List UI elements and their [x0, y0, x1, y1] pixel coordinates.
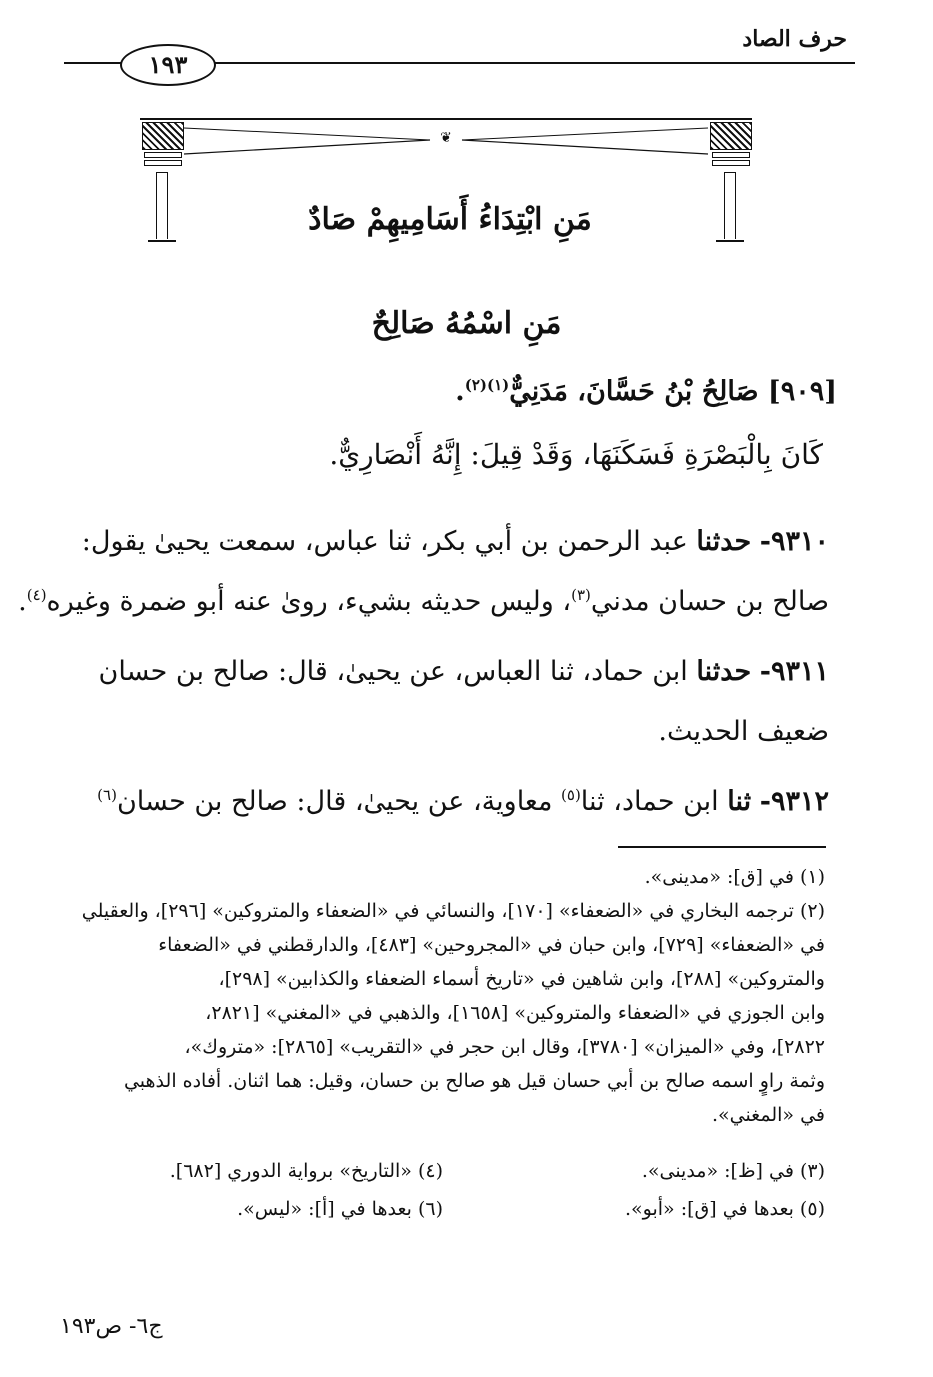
narration-text: عبد الرحمن بن أبي بكر، ثنا عباس، سمعت يحيىٰ يقول:: [81, 526, 688, 557]
narration-end: .: [18, 586, 27, 617]
footnote-2-line: (٢) ترجمه البخاري في «الضعفاء» [١٧٠]، والنسائي في «الضعفاء والمتروكين» [٢٩٦]، والعقيلي: [81, 900, 825, 922]
footnote-6: (٦) بعدها في [أ]: «ليس».: [237, 1198, 443, 1220]
footnote-4: (٤) «التاريخ» برواية الدوري [٦٨٢].: [169, 1160, 443, 1182]
narration-9310-line1: [82, 526, 829, 557]
right-pillar-icon: [710, 122, 750, 242]
entry-heading-refs[interactable]: (١)(٢): [464, 376, 510, 394]
narration-keyword: حدثنا: [696, 656, 752, 687]
narration-text: ابن حماد، ثنا العباس، عن يحيىٰ، قال: صالح بن حسان: [98, 656, 688, 687]
footnote-3: (٣) في [ظ]: «مدينى».: [641, 1160, 825, 1182]
volume-page-footer: ج٦- ص١٩٣: [60, 1314, 163, 1339]
entry-heading-text: [٩٠٩] صَالِحُ بْنُ حَسَّانَ، مَدَنِيٌّ: [509, 376, 837, 407]
footnote-ref-3[interactable]: (٣): [571, 586, 591, 604]
narration-text: ابن حماد، ثنا: [580, 786, 719, 817]
running-head: حرف الصاد: [742, 26, 847, 52]
narration-9311-line1: [99, 656, 829, 687]
narration-number: ٩٣١٢-: [759, 786, 829, 817]
footnote-rule: [618, 846, 826, 848]
footnote-2-line: وثمة راوٍ اسمه صالح بن أبي حسان قيل هو صالح بن حسان، وقيل: هما اثنان. أفاده الذهبي: [123, 1070, 825, 1092]
narration-text: ، وليس حديثه بشيء، روىٰ عنه أبو ضمرة وغيره: [46, 586, 572, 617]
footnote-2-line: والمتروكين» [٢٨٨]، وابن شاهين في «تاريخ أسماء الضعفاء والكذابين» [٢٩٨]،: [218, 968, 825, 990]
footnote-ref-5[interactable]: (٥): [561, 786, 581, 804]
narration-text: صالح بن حسان مدني: [590, 586, 829, 617]
footnote-2-line: في «الضعفاء» [٧٢٩]، وابن حبان في «المجروحين» [٤٨٣]، والدارقطني في «الضعفاء: [158, 934, 825, 956]
narration-keyword: ثنا: [727, 786, 752, 817]
footnote-2-line: ٢٨٢٢]، وفي «الميزان» [٣٧٨٠]، وقال ابن حجر في «التقريب» [٢٨٦٥]: «متروك»،: [184, 1036, 825, 1058]
footnote-1: (١) في [ق]: «مدينى».: [644, 866, 825, 888]
narration-text: معاوية، عن يحيىٰ، قال: صالح بن حسان: [116, 786, 553, 817]
section-title: مَنِ ابْتِدَاءُ أَسَامِيهِمْ صَادٌ: [308, 202, 592, 237]
narration-9310-line2: [18, 586, 829, 617]
narration-number: ٩٣١١-: [759, 656, 829, 687]
narration-9312-line1: [97, 786, 829, 817]
footnote-ref-4[interactable]: (٤): [26, 586, 47, 604]
footnote-2-line: وابن الجوزي في «الضعفاء والمتروكين» [١٦٥٨]، والذهبي في «المغني» [٢٨٢١،: [205, 1002, 825, 1024]
narration-keyword: حدثنا: [696, 526, 752, 557]
name-heading: مَنِ اسْمُهُ صَالِحٌ: [371, 306, 562, 341]
footnote-ref-6[interactable]: (٦): [97, 786, 117, 804]
narration-number: ٩٣١٠-: [759, 526, 829, 557]
entry-description: كَانَ بِالْبَصْرَةِ فَسَكَنَهَا، وَقَدْ قِيلَ: إِنَّهُ أَنْصَارِيٌّ.: [329, 438, 823, 471]
footnote-2-line: في «المغني».: [711, 1104, 825, 1126]
narration-9311-line2: ضعيف الحديث.: [658, 716, 829, 747]
floral-ornament-icon: ❦: [440, 130, 452, 146]
page-number: ١٩٣: [120, 44, 216, 86]
footnote-5: (٥) بعدها في [ق]: «أبو».: [624, 1198, 825, 1220]
left-pillar-icon: [142, 122, 182, 242]
entry-heading: [٩٠٩] صَالِحُ بْنُ حَسَّانَ، مَدَنِيٌّ$^{(١)(٢)}$.: [455, 376, 837, 407]
